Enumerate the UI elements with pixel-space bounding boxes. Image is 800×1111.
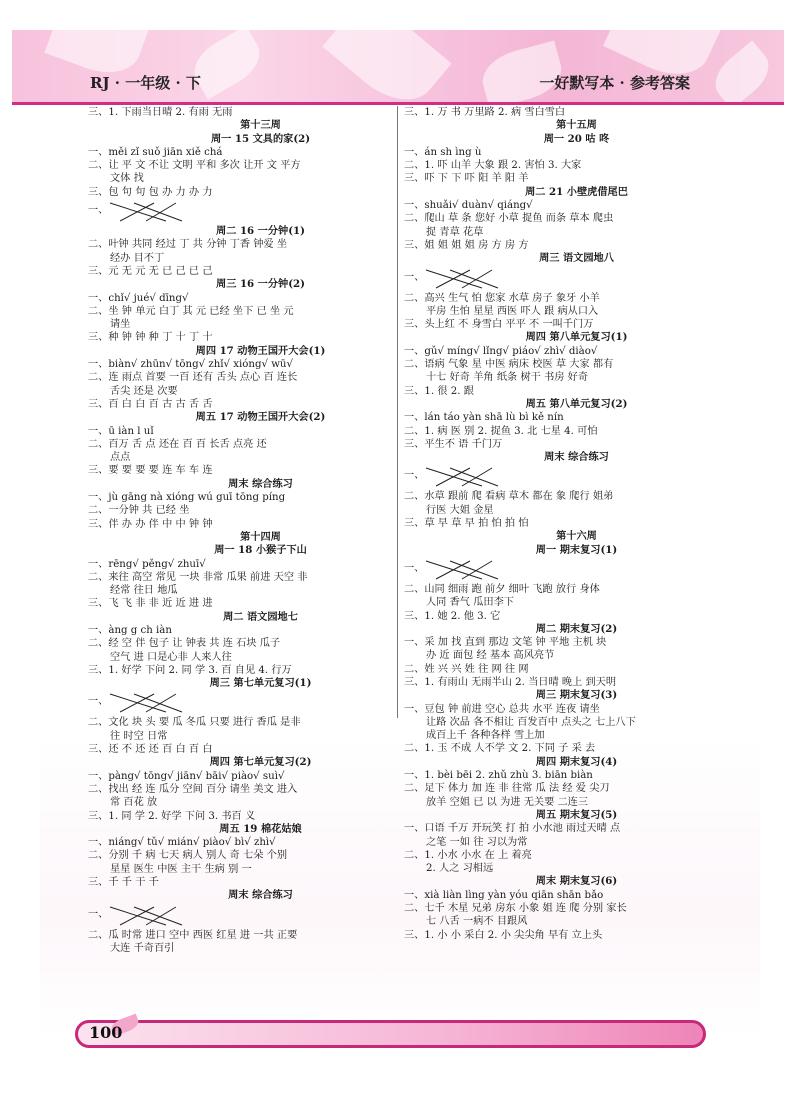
answer-line-continued: 捉 青草 花草 bbox=[426, 226, 484, 238]
answer-line: 二、1. 玉 不成 人不学 文 2. 下同 子 采 去 bbox=[404, 743, 596, 755]
exercise-number: 一、 bbox=[88, 205, 109, 217]
answer-line: 三、1. 好学 下问 2. 同 学 3. 百 自见 4. 行万 bbox=[88, 664, 292, 676]
answer-line: 一、豆包 钟 前进 空心 总共 水平 连夜 请坐 bbox=[404, 703, 600, 715]
answer-line: 三、1. 很 2. 跟 bbox=[404, 385, 474, 397]
section-heading: 周四 第八单元复习(1) bbox=[525, 331, 628, 344]
answer-line: 三、姐 姐 姐 姐 房 方 房 方 bbox=[404, 239, 529, 251]
section-heading: 周三 期末复习(3) bbox=[535, 689, 618, 702]
answer-line: 二、语病 气象 星 中医 病床 校医 草 大家 都有 bbox=[404, 359, 614, 371]
answer-line: 二、叶钟 共同 经过 丁 共 分钟 丁香 钟爱 坐 bbox=[88, 239, 288, 251]
exercise-number: 一、 bbox=[404, 562, 425, 574]
exercise-number: 一、 bbox=[404, 271, 425, 283]
section-heading: 周五 期末复习(5) bbox=[535, 808, 618, 821]
answer-line: 三、1. 小 小 采白 2. 小 尖尖角 早有 立上头 bbox=[404, 929, 603, 941]
section-heading: 周五 第八单元复习(2) bbox=[525, 397, 628, 410]
answer-line: 二、连 雨点 首要 一百 还有 舌头 点心 百 连长 bbox=[88, 372, 298, 384]
matching-exercise bbox=[404, 464, 749, 490]
section-heading: 周二 语文园地七 bbox=[223, 610, 298, 623]
section-heading: 周四 17 动物王国开大会(1) bbox=[195, 344, 326, 357]
matching-lines-diagram bbox=[106, 903, 186, 929]
answer-line: 三、1. 下雨当日晴 2. 有雨 无雨 bbox=[88, 107, 233, 118]
section-heading: 周二 21 小壁虎借尾巴 bbox=[525, 185, 628, 198]
column-divider bbox=[397, 106, 398, 718]
answer-line: 一、pàng√ tōng√ jiān√ bāi√ piào√ suì√ bbox=[88, 770, 285, 782]
section-heading: 周二 16 一分钟(1) bbox=[216, 225, 305, 238]
answer-line-continued: 文体 找 bbox=[110, 173, 144, 185]
answer-line: 一、lán táo yàn shā lù bì kě nín bbox=[404, 412, 564, 424]
exercise-number: 一、 bbox=[88, 908, 109, 920]
answer-line-continued: 大连 千奇百引 bbox=[110, 942, 175, 954]
answer-line-continued: 行医 大姐 金星 bbox=[426, 504, 494, 516]
matching-line bbox=[146, 694, 176, 712]
answer-line-continued: 七 八舌 一病不 目跟风 bbox=[426, 916, 528, 928]
answer-line: 二、让 平 文 不让 文明 平和 多次 让开 文 平方 bbox=[88, 160, 301, 172]
section-heading: 周末 期末复习(6) bbox=[535, 875, 618, 888]
section-heading: 周三 第七单元复习(1) bbox=[209, 677, 312, 690]
answer-line: 一、shuǎi√ duàn√ qiáng√ bbox=[404, 200, 533, 212]
section-heading: 第十三周 bbox=[240, 119, 281, 132]
answer-line: 一、口语 千万 开玩笑 打 拍 小水池 雨过天晴 点 bbox=[404, 823, 621, 835]
answer-line: 三、飞 飞 非 非 近 近 进 进 bbox=[88, 598, 213, 610]
answer-line: 三、元 无 元 无 已 己 已 己 bbox=[88, 265, 213, 277]
answer-line: 一、采 加 找 直到 那边 文笔 钟 平地 主机 块 bbox=[404, 637, 607, 649]
answer-line: 二、一分钟 共 已经 坐 bbox=[88, 505, 190, 517]
matching-line bbox=[462, 468, 492, 486]
answer-line: 三、1. 万 书 万里路 2. 病 雪白雪白 bbox=[404, 107, 566, 118]
answer-line: 三、要 要 要 要 连 车 车 连 bbox=[88, 465, 213, 477]
answer-line: 二、1. 小水 小水 在 上 着亮 bbox=[404, 849, 532, 861]
answer-line: 一、jù gāng nà xióng wú guī tōng píng bbox=[88, 492, 286, 504]
section-heading: 周二 期末复习(2) bbox=[535, 622, 618, 635]
answer-line: 二、爬山 草 条 您好 小草 捉鱼 而条 草本 爬虫 bbox=[404, 213, 614, 225]
answer-line-continued: 舌尖 还是 次要 bbox=[110, 385, 178, 397]
answer-line: 二、坐 钟 单元 白丁 其 元 已经 坐下 已 坐 元 bbox=[88, 305, 294, 317]
matching-lines-diagram bbox=[106, 690, 186, 716]
matching-exercise bbox=[88, 690, 433, 716]
answer-line-continued: 空气 进 口是心非 人来人往 bbox=[110, 651, 232, 663]
answer-line: 二、1. 吓 山羊 大象 跟 2. 害怕 3. 大家 bbox=[404, 160, 582, 172]
answer-column-left bbox=[88, 106, 433, 955]
section-heading: 第十五周 bbox=[556, 119, 597, 132]
answer-column-right bbox=[404, 106, 749, 942]
answer-line: 三、百 白 白 百 古 古 舌 舌 bbox=[88, 398, 213, 410]
answer-line: 三、头上红 不 身雪白 平平 不 一叫千门万 bbox=[404, 319, 594, 331]
exercise-number: 一、 bbox=[88, 696, 109, 708]
section-heading: 周三 语文园地八 bbox=[539, 252, 614, 265]
page-footer bbox=[55, 1018, 703, 1046]
answer-line: 二、经 空 伴 包子 让 钟表 共 连 石块 瓜子 bbox=[88, 638, 281, 650]
answer-line-continued: 2. 人之 习相远 bbox=[426, 863, 494, 875]
answer-line: 一、rēng√ pěng√ zhuī√ bbox=[88, 558, 206, 570]
answer-line-continued: 让路 次品 各不相让 百发百中 点头之 七上八下 bbox=[426, 716, 636, 728]
answer-line: 二、七千 木星 兄弟 房东 小象 姐 连 爬 分别 家长 bbox=[404, 903, 627, 915]
section-heading: 周一 15 文具的家(2) bbox=[210, 132, 311, 145]
header-right-title: 一好默写本 · 参考答案 bbox=[539, 74, 690, 92]
answer-line: 一、gǔ√ míng√ lǐng√ piáo√ zhì√ diào√ bbox=[404, 345, 598, 357]
answer-line-continued: 办 近 面包 经 基本 高风亮节 bbox=[426, 650, 555, 662]
answer-line: 一、àng g ch iàn bbox=[88, 624, 172, 636]
answer-line: 二、高兴 生气 怕 您家 水草 房子 象牙 小羊 bbox=[404, 292, 600, 304]
section-heading: 周三 16 一分钟(2) bbox=[216, 278, 305, 291]
answer-line-continued: 之笔 一如 往 习以为常 bbox=[426, 836, 528, 848]
answer-line: 二、足下 体力 加 连 非 往常 瓜 法 经 爱 尖刀 bbox=[404, 783, 610, 795]
answer-line: 三、草 早 草 早 拍 怕 拍 怕 bbox=[404, 518, 529, 530]
answer-line-continued: 十七 好奇 羊角 纸条 树干 书房 好奇 bbox=[426, 372, 589, 384]
answer-line: 三、1. 她 2. 他 3. 它 bbox=[404, 610, 501, 622]
answer-line: 二、找出 经 连 瓜分 空间 百分 请坐 美文 进入 bbox=[88, 783, 298, 795]
answer-line: 一、ū iàn l uǐ bbox=[88, 425, 154, 437]
answer-line: 二、水草 跟前 爬 看病 草木 都在 象 爬行 姐弟 bbox=[404, 491, 614, 503]
page-number: 100 bbox=[89, 1023, 123, 1042]
section-heading: 第十四周 bbox=[240, 530, 281, 543]
header-rule bbox=[12, 102, 784, 105]
answer-line: 三、吓 下 下 吓 阳 羊 阳 羊 bbox=[404, 173, 529, 185]
header-left-title: RJ · 一年级 · 下 bbox=[90, 74, 201, 92]
matching-line bbox=[120, 203, 154, 221]
answer-line: 二、来往 高空 常见 一块 非常 瓜果 前进 天空 非 bbox=[88, 571, 308, 583]
matching-line bbox=[462, 270, 492, 288]
matching-exercise bbox=[404, 557, 749, 583]
section-heading: 周一 18 小猴子下山 bbox=[214, 544, 307, 557]
matching-line bbox=[146, 907, 176, 925]
answer-line: 二、分别 千 病 七天 病人 别人 奇 七朵 个别 bbox=[88, 850, 288, 862]
section-heading: 周四 期末复习(4) bbox=[535, 755, 618, 768]
answer-line-continued: 经常 往日 地瓜 bbox=[110, 585, 178, 597]
section-heading: 周末 综合练习 bbox=[544, 451, 609, 464]
answer-line: 一、xià liàn lìng yàn yóu qiān shān bǎo bbox=[404, 889, 604, 901]
answer-line: 三、1. 同 学 2. 好学 下问 3. 书百 义 bbox=[88, 810, 256, 822]
matching-exercise bbox=[88, 199, 433, 225]
answer-line: 二、瓜 时常 进口 空中 西医 红星 进 一共 正要 bbox=[88, 929, 298, 941]
answer-line: 二、文化 块 头 要 瓜 冬瓜 只要 进行 香瓜 是非 bbox=[88, 717, 301, 729]
section-heading: 第十六周 bbox=[556, 530, 597, 543]
answer-line-continued: 往 时空 日常 bbox=[110, 730, 168, 742]
answer-line-continued: 放羊 空姐 已 以 为进 无关要 二连三 bbox=[426, 796, 589, 808]
matching-line bbox=[120, 907, 154, 925]
matching-lines-diagram bbox=[106, 199, 186, 225]
answer-line-continued: 点点 bbox=[110, 452, 131, 464]
answer-line: 一、án sh ìng ù bbox=[404, 146, 482, 158]
answer-line: 三、平生不 语 千门万 bbox=[404, 438, 503, 450]
footer-band bbox=[75, 1020, 706, 1048]
answer-line-continued: 常 百花 放 bbox=[110, 797, 158, 809]
answer-line: 二、百万 舌 点 还在 百 百 长舌 点亮 还 bbox=[88, 438, 267, 450]
answer-line: 三、伴 办 办 伴 中 中 钟 钟 bbox=[88, 518, 213, 530]
answer-line: 二、山同 细雨 跑 前夕 细叶 飞跑 放行 身体 bbox=[404, 583, 600, 595]
answer-line: 三、千 千 干 千 bbox=[88, 877, 159, 889]
section-heading: 周一 期末复习(1) bbox=[535, 543, 618, 556]
answer-line-continued: 成百上千 各种各样 雪上加 bbox=[426, 730, 545, 742]
matching-exercise bbox=[88, 903, 433, 929]
answer-line: 三、还 不 还 还 百 白 百 白 bbox=[88, 744, 213, 756]
matching-line bbox=[462, 561, 492, 579]
answer-line: 一、chǐ√ jué√ dīng√ bbox=[88, 292, 189, 304]
answer-line-continued: 经办 目不丁 bbox=[110, 252, 165, 264]
answer-line: 一、1. bèi bēi 2. zhǔ zhù 3. biān biàn bbox=[404, 770, 593, 782]
answer-line-continued: 星星 医生 中医 主干 生病 别 一 bbox=[110, 863, 252, 875]
answer-line: 一、měi zǐ suǒ jiān xiě chá bbox=[88, 146, 223, 158]
answer-line: 三、包 句 句 包 办 力 办 力 bbox=[88, 186, 213, 198]
answer-line-continued: 平房 生怕 星星 西医 吓人 跟 病从口入 bbox=[426, 305, 599, 317]
section-heading: 周一 20 咕 咚 bbox=[543, 132, 610, 145]
answer-line-continued: 人同 香气 瓜田李下 bbox=[426, 597, 514, 609]
exercise-number: 一、 bbox=[404, 470, 425, 482]
matching-line bbox=[146, 203, 176, 221]
matching-line bbox=[436, 561, 470, 579]
answer-line: 二、姓 兴 兴 姓 往 网 往 网 bbox=[404, 663, 529, 675]
section-heading: 周四 第七单元复习(2) bbox=[209, 756, 312, 769]
section-heading: 周末 综合练习 bbox=[228, 889, 293, 902]
section-heading: 周末 综合练习 bbox=[228, 477, 293, 490]
matching-line bbox=[436, 270, 470, 288]
matching-line bbox=[436, 468, 470, 486]
answer-line: 三、种 钟 钟 种 丁 十 丁 十 bbox=[88, 332, 213, 344]
answer-line: 二、1. 病 医 别 2. 捉鱼 3. 北 七星 4. 可怕 bbox=[404, 425, 598, 437]
matching-lines-diagram bbox=[422, 464, 502, 490]
matching-line bbox=[120, 694, 154, 712]
answer-line: 一、niáng√ tǔ√ mián√ piào√ bì√ zhì√ bbox=[88, 837, 276, 849]
matching-lines-diagram bbox=[422, 266, 502, 292]
section-heading: 周五 17 动物王国开大会(2) bbox=[195, 411, 326, 424]
matching-lines-diagram bbox=[422, 557, 502, 583]
section-heading: 周五 19 棉花姑娘 bbox=[219, 822, 302, 835]
answer-line: 三、1. 有雨山 无雨半山 2. 当日晴 晚上 到天明 bbox=[404, 676, 617, 688]
answer-line: 一、biàn√ zhūn√ tōng√ zhǐ√ xióng√ wū√ bbox=[88, 359, 293, 371]
matching-exercise bbox=[404, 266, 749, 292]
answer-line-continued: 请坐 bbox=[110, 319, 131, 331]
